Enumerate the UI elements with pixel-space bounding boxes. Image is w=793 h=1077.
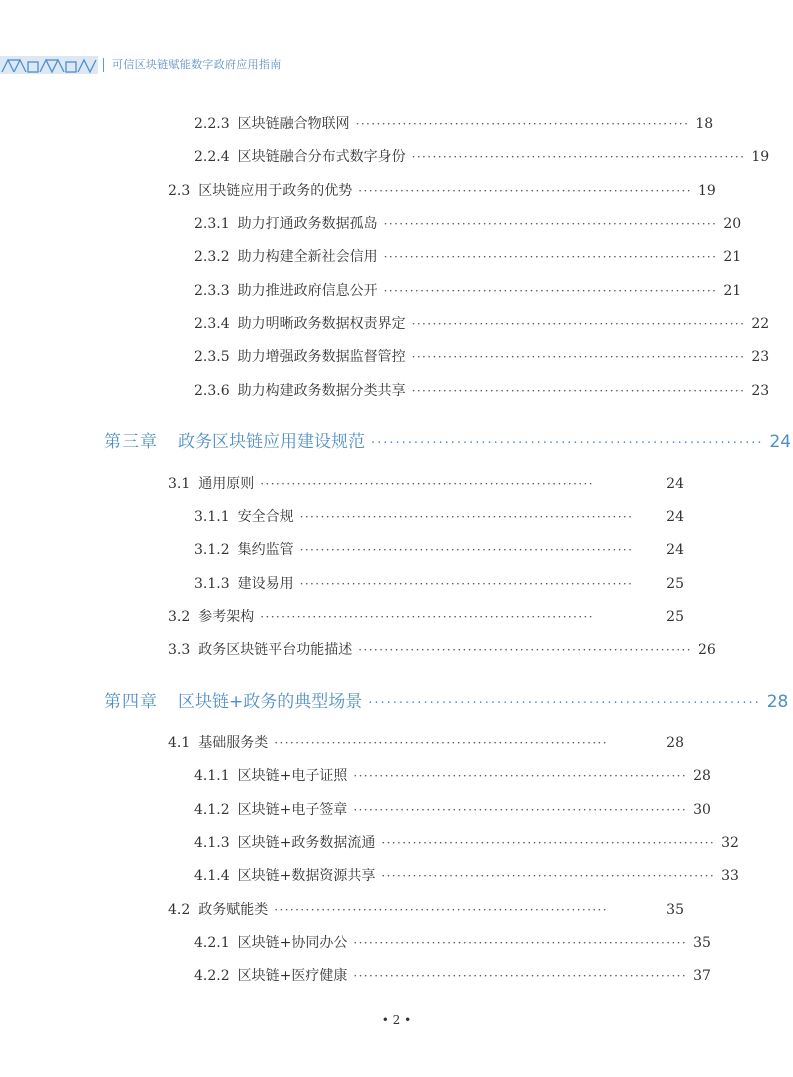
toc-entry-title: 区块链融合分布式数字身份 [237,149,406,165]
toc-entry-page: 24 [666,509,684,525]
toc-entry-title: 通用原则 [198,476,255,492]
toc-leader-dots: ································································ [299,510,634,524]
toc-entry-number: 4.2 [168,902,191,918]
toc-entry-title: 区块链+政务数据流通 [237,835,376,851]
toc-leader-dots: ································································ [381,836,716,850]
toc-entry-number: 4.1.1 [194,768,230,784]
toc-leader-dots: ································································ [411,384,746,398]
toc-entry-number: 4.1.2 [194,802,230,818]
toc-leader-dots: ································································ [411,317,746,331]
toc-entry-title: 区块链应用于政务的优势 [198,183,353,199]
toc-entry-title: 助力构建全新社会信用 [237,249,378,265]
toc-entry-page: 23 [751,383,770,399]
toc-entry-title: 建设易用 [237,576,294,592]
toc-leader-dots: ································································ [299,577,634,591]
toc-leader-dots: ································································ [274,903,608,917]
toc-entry-title: 区块链+电子证照 [237,768,348,784]
toc-entry-title: 集约监管 [237,542,294,558]
toc-entry-number: 2.2.3 [194,116,230,132]
toc-leader-dots: ································································ [358,643,692,657]
blockchain-pattern-logo-icon [0,50,100,78]
toc-leader-dots: ································································ [353,936,688,950]
toc-entry[interactable] [194,146,770,166]
toc-entry-page: 26 [698,642,716,658]
toc-entry-page: 18 [695,116,714,132]
toc-entry-page: 28 [666,735,684,751]
toc-entry-page: 30 [693,802,711,818]
chapter-number: 第三章 [104,432,158,452]
toc-entry-page: 35 [693,935,711,951]
toc-entry[interactable] [168,639,716,659]
toc-entry[interactable] [194,765,711,785]
toc-leader-dots: ································································ [411,150,746,164]
toc-entry-number: 3.2 [168,609,191,625]
toc-entry-number: 2.3.3 [194,283,230,299]
toc-entry-number: 2.3.1 [194,216,230,232]
toc-entry[interactable] [194,932,711,952]
toc-entry-page: 21 [723,249,742,265]
chapter-page: 28 [766,692,789,712]
toc-entry[interactable] [194,113,714,133]
toc-leader-dots: ································································ [411,350,746,364]
toc-entry-title: 参考架构 [198,609,255,625]
toc-entry[interactable] [194,346,770,366]
toc-entry[interactable] [168,606,684,626]
toc-entry[interactable] [194,832,739,852]
toc-entry[interactable] [194,865,739,885]
toc-leader-dots: ································································ [299,543,634,557]
toc-entry-page: 25 [666,576,684,592]
toc-leader-dots: ································································ [383,217,718,231]
toc-entry-number: 2.3.2 [194,249,230,265]
toc-entry-title: 助力推进政府信息公开 [237,283,378,299]
toc-leader-dots: ································································ [353,769,688,783]
toc-entry[interactable] [194,799,711,819]
toc-entry-number: 3.1.2 [194,542,230,558]
toc-entry-page: 35 [666,902,684,918]
header-separator [103,58,104,72]
toc-entry[interactable] [194,246,742,266]
toc-entry-number: 2.3 [168,183,191,199]
chapter-page: 24 [769,432,792,452]
toc-entry-title: 区块链+数据资源共享 [237,868,376,884]
toc-entry[interactable] [194,380,770,400]
page-header [0,50,793,78]
toc-entry-number: 4.1.3 [194,835,230,851]
toc-entry-page: 21 [723,283,742,299]
page-number: • 2 • [381,1013,412,1027]
toc-leader-dots: ································································ [368,696,761,711]
toc-entry-title: 助力增强政务数据监督管控 [237,349,406,365]
toc-entry-page: 37 [693,968,711,984]
toc-entry-title: 助力构建政务数据分类共享 [237,383,406,399]
toc-entry-title: 安全合规 [237,509,294,525]
toc-entry-title: 基础服务类 [198,735,269,751]
toc-leader-dots: ································································ [274,736,608,750]
toc-leader-dots: ································································ [371,436,764,451]
toc-entry-number: 3.1 [168,476,191,492]
toc-chapter-entry[interactable] [104,427,792,452]
toc-entry-number: 4.2.1 [194,935,230,951]
toc-leader-dots: ································································ [260,477,594,491]
toc-entry-number: 4.1.4 [194,868,230,884]
toc-entry-page: 23 [751,349,770,365]
toc-entry-number: 3.3 [168,642,191,658]
toc-entry-page: 19 [751,149,770,165]
toc-leader-dots: ································································ [353,803,688,817]
toc-leader-dots: ································································ [383,250,718,264]
toc-entry-number: 4.2.2 [194,968,230,984]
toc-entry-page: 33 [721,868,739,884]
toc-chapter-entry[interactable] [104,687,789,712]
toc-entry-number: 2.3.4 [194,316,230,332]
toc-entry-number: 2.2.4 [194,149,230,165]
toc-entry[interactable] [194,213,742,233]
toc-entry-title: 区块链+医疗健康 [237,968,348,984]
toc-leader-dots: ································································ [358,184,692,198]
toc-entry-number: 3.1.1 [194,509,230,525]
toc-entry[interactable] [194,313,770,333]
toc-entry-title: 政务赋能类 [198,902,269,918]
toc-leader-dots: ································································ [260,610,594,624]
toc-entry-title: 区块链融合物联网 [237,116,350,132]
toc-entry[interactable] [168,180,716,200]
toc-entry-page: 25 [666,609,684,625]
chapter-number: 第四章 [104,692,158,712]
toc-entry-number: 2.3.6 [194,383,230,399]
toc-entry-page: 32 [721,835,739,851]
toc-entry-title: 区块链+电子签章 [237,802,348,818]
toc-entry-title: 助力打通政务数据孤岛 [237,216,378,232]
toc-entry-page: 20 [723,216,742,232]
toc-leader-dots: ································································ [355,117,690,131]
header-title: 可信区块链赋能数字政府应用指南 [112,58,282,71]
toc-entry-number: 4.1 [168,735,191,751]
toc-entry[interactable] [194,539,684,559]
toc-entry[interactable] [168,732,684,752]
chapter-title: 政务区块链应用建设规范 [178,432,365,452]
toc-entry-number: 3.1.3 [194,576,230,592]
chapter-title: 区块链+政务的典型场景 [178,692,363,712]
toc-entry[interactable] [194,506,684,526]
toc-leader-dots: ································································ [353,969,688,983]
toc-entry-page: 24 [666,542,684,558]
toc-entry-title: 助力明晰政务数据权责界定 [237,316,406,332]
toc-entry-title: 政务区块链平台功能描述 [198,642,353,658]
toc-entry[interactable] [194,573,684,593]
toc-entry-page: 22 [751,316,770,332]
toc-entry-page: 28 [693,768,711,784]
toc-entry[interactable] [168,899,684,919]
toc-leader-dots: ································································ [383,284,718,298]
toc-entry-number: 2.3.5 [194,349,230,365]
toc-entry-title: 区块链+协同办公 [237,935,348,951]
toc-leader-dots: ································································ [381,869,716,883]
toc-entry-page: 24 [666,476,684,492]
toc-entry[interactable] [194,965,711,985]
toc-entry[interactable] [168,473,684,493]
toc-entry[interactable] [194,280,742,300]
toc-entry-page: 19 [698,183,716,199]
